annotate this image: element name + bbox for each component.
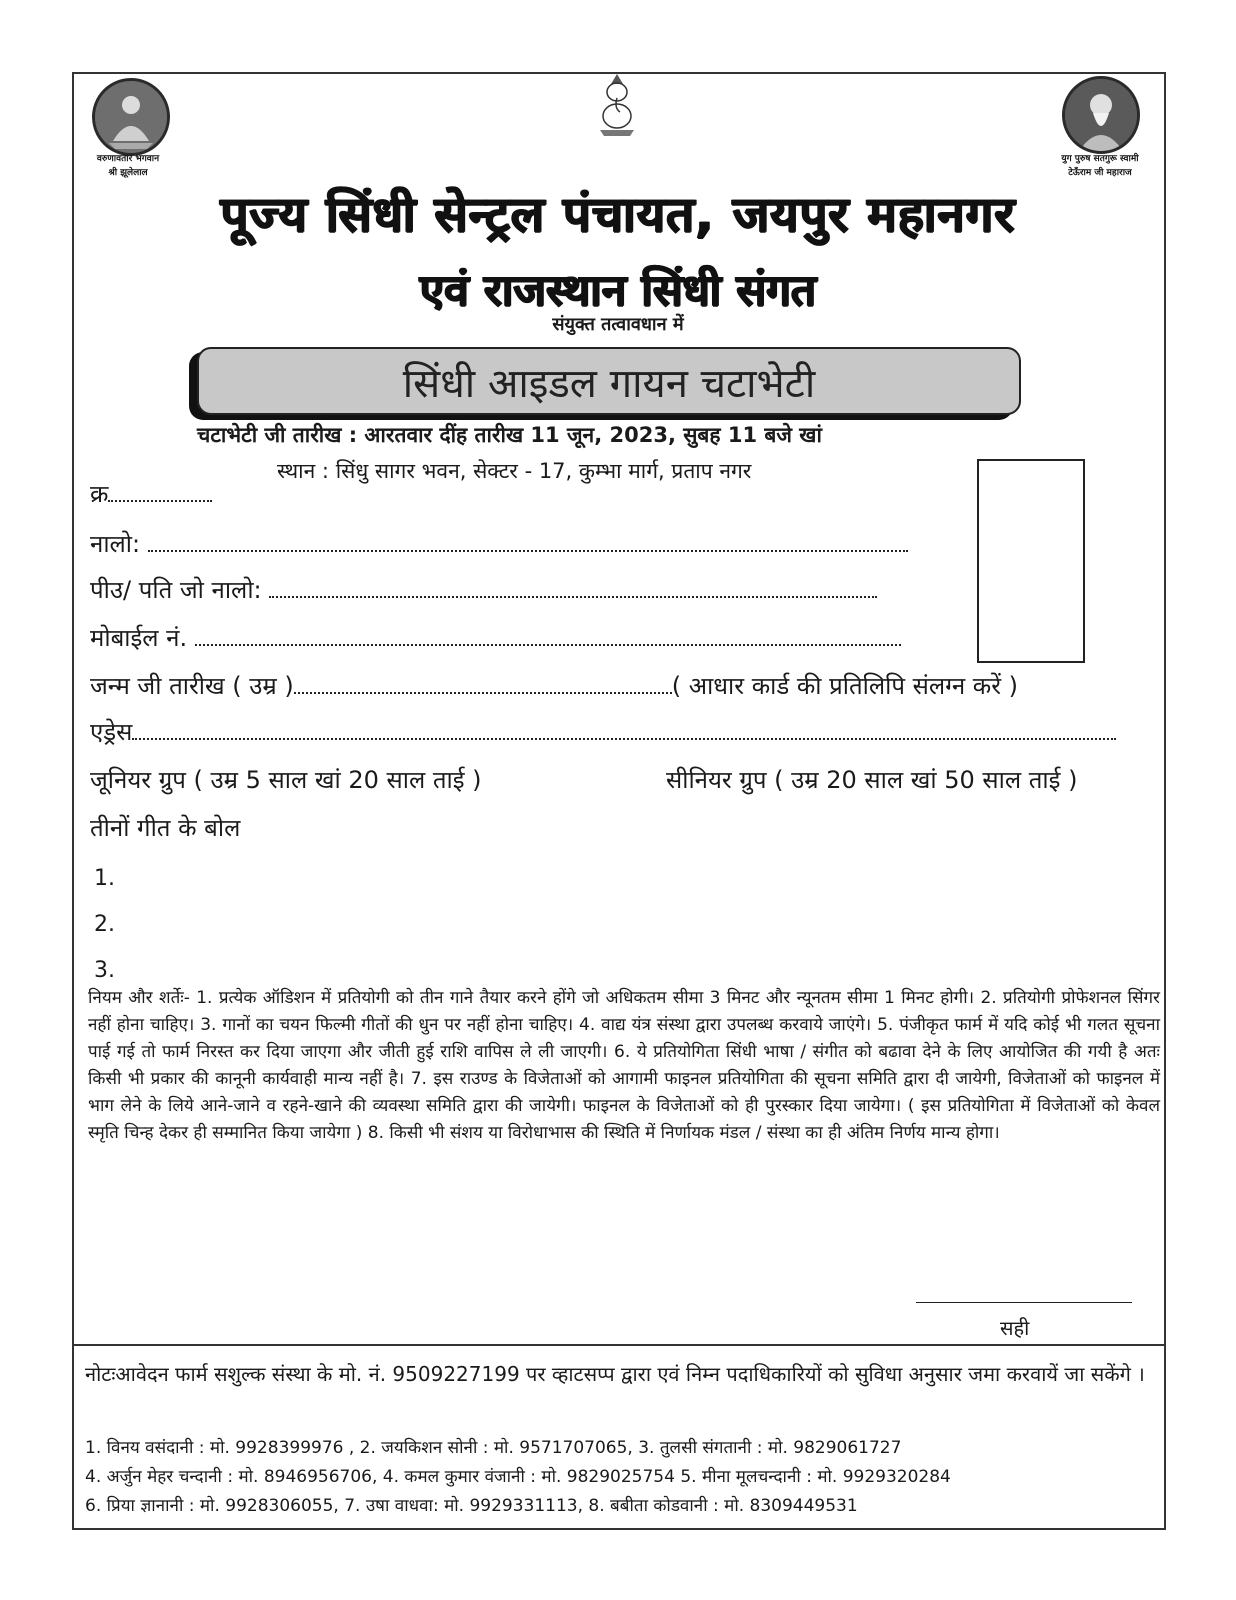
address-field[interactable] bbox=[90, 716, 1116, 748]
left-caption-line1: वरुणावतार भगवान bbox=[96, 154, 160, 164]
address-label: एड्रेस bbox=[90, 718, 133, 746]
org-title: पूज्य सिंधी सेन्ट्रल पंचायत, जयपुर महानगर bbox=[220, 186, 1016, 243]
mobile-dots bbox=[195, 622, 901, 646]
father-name-field[interactable] bbox=[90, 574, 877, 606]
rules-and-conditions: नियम और शर्तेः- 1. प्रत्येक ऑडिशन में प्रतियोगी को तीन गाने तैयार करने होंगे जो अधिकतम सीमा 3 मिनट और न्यूनतम सीमा 1 मिनट होगी। 2. प्रतियोगी प्रोफेशनल सिंगर नहीं होना चाहिए। 3. गानों का चयन फिल्मी गीतों की धुन पर नहीं होना चाहिए। 4. वाद्य यंत्र संस्था द्वारा उपलब्ध करवाये जाएंगे। 5. पंजीकृत फार्म में यदि कोई भी गलत सूचना पाई गई तो फार्म निरस्त कर दिया जाएगा और जीती हुई राशि वापिस ले ली जाएगी। 6. ये प्रतियोगिता सिंधी भाषा / संगीत को बढावा देने के लिए आयोजित की गयी है अतः किसी भी प्रकार की कानूनी कार्यवाही मान्य नहीं है। 7. इस राउण्ड के विजेताओं को आगामी फाइनल प्रतियोगिता की सूचना समिति द्वारा दी जायेगी, विजेताओं को फाइनल में भाग लेने के लिये आने-जाने व रहने-खाने की व्यवस्था समिति द्वारा की जायेगी। फाइनल के विजेताओं को ही पुरस्कार दिया जायेगा। ( इस प्रतियोगिता में विजेताओं को केवल स्मृति चिन्ह देकर ही सम्मानित किया जायेगा ) 8. किसी भी संशय या विरोधाभास की स्थिति में निर्णायक मंडल / संस्था का ही अंतिम निर्णय मान्य होगा। bbox=[88, 988, 1160, 1143]
right-caption-line2: टेऊँराम जी महाराज bbox=[1068, 168, 1132, 178]
contact-list bbox=[85, 1434, 1155, 1521]
competition-banner: सिंधी आइडल गायन चटाभेटी bbox=[197, 347, 1021, 415]
address-dots bbox=[132, 716, 1116, 740]
junior-group-option[interactable]: जूनियर ग्रुप ( उम्र 5 साल खां 20 साल ताई ) bbox=[90, 766, 482, 794]
song-1[interactable]: 1. bbox=[94, 866, 115, 891]
serial-field[interactable] bbox=[90, 478, 212, 510]
song-2[interactable]: 2. bbox=[94, 912, 115, 937]
event-date: चटाभेटी जी तारीख : आरतवार दींह तारीख 11 जून, 2023, सुबह 11 बजे खां bbox=[197, 423, 822, 447]
ganesha-icon bbox=[592, 72, 642, 138]
contact-line: 1. विनय वसंदानी : मो. 9928399976 , 2. जयकिशन सोनी : मो. 9571707065, 3. तुलसी संगतानी : मो. 9829061727 bbox=[85, 1438, 902, 1458]
signature-line[interactable] bbox=[916, 1302, 1132, 1303]
contact-line: 6. प्रिया ज्ञानानी : मो. 9928306055, 7. उषा वाधवा: मो. 9929331113, 8. बबीता कोडवानी : मो. 8309449531 bbox=[85, 1496, 858, 1516]
note-divider bbox=[72, 1344, 1164, 1346]
name-dots bbox=[148, 528, 908, 552]
right-caption-line1: युग पुरुष सतगुरू स्वामी bbox=[1061, 154, 1139, 164]
song-3[interactable]: 3. bbox=[94, 958, 115, 983]
joint-auspices-label: संयुक्त तत्वावधान में bbox=[552, 314, 684, 335]
serial-label: क्र bbox=[90, 480, 109, 508]
name-field[interactable] bbox=[90, 528, 908, 560]
dob-label: जन्म जी तारीख ( उम्र ) bbox=[90, 672, 294, 700]
submission-note: नोटःआवेदन फार्म सशुल्क संस्था के मो. नं. 9509227199 पर व्हाटसप्प द्वारा एवं निम्न पदाधिकारियों को सुविधा अनुसार जमा करवायें जा सकेंगे । bbox=[85, 1362, 1145, 1386]
name-label: नालो: bbox=[90, 530, 141, 558]
aadhaar-note: ( आधार कार्ड की प्रतिलिपि संलग्न करें ) bbox=[671, 672, 1019, 700]
left-emblem-caption bbox=[78, 152, 178, 180]
teunram-emblem bbox=[1062, 76, 1140, 154]
right-emblem-caption bbox=[1044, 152, 1156, 180]
event-venue: स्थान : सिंधु सागर भवन, सेक्टर - 17, कुम्भा मार्ग, प्रताप नगर bbox=[277, 459, 752, 483]
senior-group-option[interactable]: सीनियर ग्रुप ( उम्र 20 साल खां 50 साल ताई ) bbox=[666, 766, 1078, 794]
serial-dots bbox=[108, 478, 212, 502]
songs-label: तीनों गीत के बोल bbox=[90, 814, 241, 842]
signature-label: सही bbox=[1000, 1316, 1030, 1340]
dob-field[interactable] bbox=[90, 670, 1018, 702]
left-caption-line2: श्री झूलेलाल bbox=[108, 168, 148, 178]
contact-line: 4. अर्जुन मेहर चन्दानी : मो. 8946956706, 4. कमल कुमार वंजानी : मो. 9829025754 5. मीना मूलचन्दानी : मो. 9929320284 bbox=[85, 1467, 951, 1487]
org-subtitle: एवं राजस्थान सिंधी संगत bbox=[419, 265, 817, 316]
father-name-label: पीउ/ पति जो नालो: bbox=[90, 576, 262, 604]
dob-dots bbox=[294, 670, 672, 694]
mobile-label: मोबाईल नं. bbox=[90, 624, 188, 652]
photo-box bbox=[977, 459, 1085, 663]
father-name-dots bbox=[269, 574, 877, 598]
mobile-field[interactable] bbox=[90, 622, 901, 654]
jhulelal-emblem bbox=[92, 78, 170, 156]
